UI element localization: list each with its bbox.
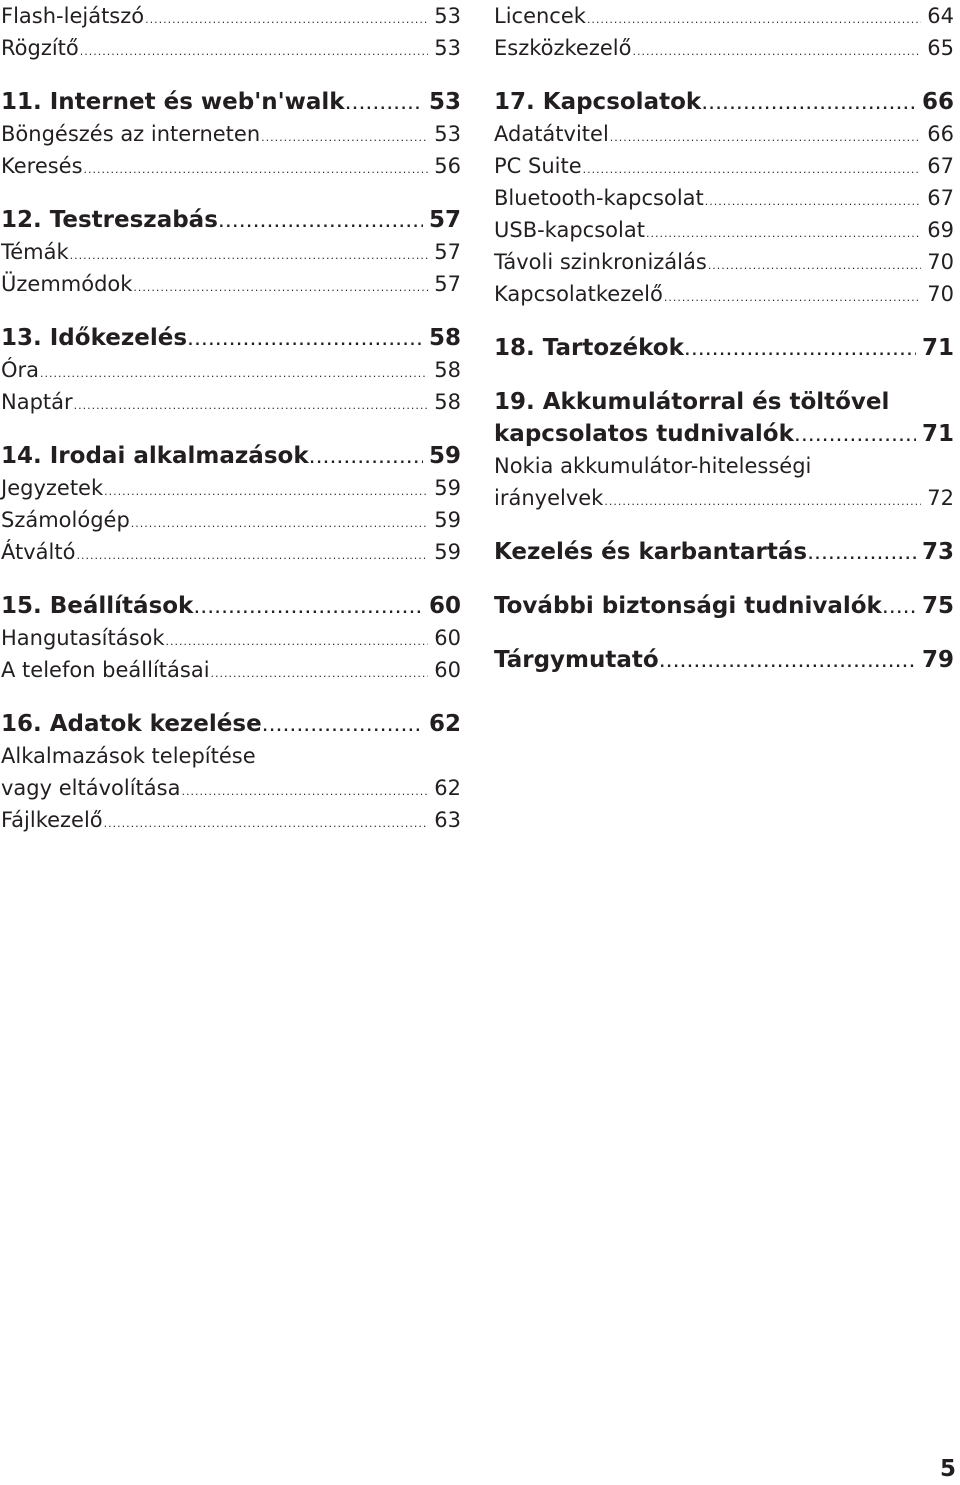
toc-chapter-label: kapcsolatos tudnivalók [494,421,794,447]
toc-chapter-kezeles[interactable] [494,536,954,568]
toc-entry-label: A telefon beállításai [1,658,210,682]
toc-entry-page: 65 [927,36,954,60]
dot-leader [76,540,428,572]
toc-entry-label: Flash-lejátszó [1,4,145,28]
toc-entry-page: 59 [434,508,461,532]
toc-entry-label: irányelvek [494,486,604,510]
dot-leader [84,154,429,186]
toc-entry-page: 60 [434,626,461,650]
dot-leader [587,4,921,36]
toc-chapter-16[interactable] [1,708,461,740]
toc-entry-alkalmazasok[interactable] [1,772,461,804]
dot-leader [181,776,428,808]
toc-entry-page: 72 [927,486,954,510]
toc-chapter-label: Tárgymutató [494,647,659,673]
toc-entry-page: 53 [434,4,461,28]
toc-chapter-label: Kezelés és karbantartás [494,539,808,565]
toc-entry-uzemmodok[interactable] [1,268,461,300]
toc-entry-eszkozkezelo[interactable] [494,32,954,64]
page-number: 5 [939,1456,956,1482]
toc-entry-label: Átváltó [1,540,76,564]
dot-leader [194,594,423,626]
toc-chapter-17[interactable] [494,86,954,118]
toc-entry-nokia-line1[interactable]: Nokia akkumulátor-hitelességi [494,454,812,478]
toc-entry-licencek[interactable] [494,0,954,32]
dot-leader [610,122,921,154]
toc-entry-label: Adatátvitel [494,122,609,146]
toc-entry-tavoli-szinkronizalas[interactable] [494,246,954,278]
toc-chapter-page: 58 [428,325,461,351]
dot-leader [795,422,916,454]
toc-chapter-label: 14. Irodai alkalmazások [1,443,309,469]
toc-entry-page: 67 [927,186,954,210]
toc-entry-page: 69 [927,218,954,242]
dot-leader [133,272,428,304]
toc-entry-page: 57 [434,240,461,264]
toc-chapter-15[interactable] [1,590,461,622]
dot-leader [261,122,428,154]
dot-leader [104,808,429,840]
dot-leader [131,508,428,540]
toc-entry-jegyzetek[interactable] [1,472,461,504]
toc-entry-page: 59 [434,476,461,500]
toc-entry-szamologep[interactable] [1,504,461,536]
toc-entry-page: 58 [434,390,461,414]
toc-entry-naptar[interactable] [1,386,461,418]
toc-chapter-label: 11. Internet és web'n'walk [1,89,345,115]
toc-entry-label: PC Suite [494,154,582,178]
toc-entry-label: Fájlkezelő [1,808,103,832]
dot-leader [104,476,428,508]
toc-entry-label: Böngészés az interneten [1,122,261,146]
toc-entry-label: Rögzítő [1,36,79,60]
toc-entry-label: Keresés [1,154,83,178]
toc-entry-hangutasitasok[interactable] [1,622,461,654]
toc-entry-nokia-iranyelvek[interactable] [494,482,954,514]
dot-leader [263,712,423,744]
toc-entry-label: Kapcsolatkezelő [494,282,663,306]
toc-entry-label: Számológép [1,508,130,532]
toc-entry-page: 53 [434,122,461,146]
toc-entry-telefon-beallitasai[interactable] [1,654,461,686]
toc-entry-kereses[interactable] [1,150,461,182]
toc-entry-label: Témák [1,240,69,264]
dot-leader [80,36,429,68]
toc-entry-atvalto[interactable] [1,536,461,568]
dot-leader [74,390,429,422]
toc-chapter-19-line1[interactable]: 19. Akkumulátorral és töltővel [494,389,890,415]
toc-chapter-page: 71 [921,335,954,361]
toc-chapter-label: 16. Adatok kezelése [1,711,262,737]
toc-entry-page: 67 [927,154,954,178]
toc-entry-page: 64 [927,4,954,28]
toc-entry-page: 57 [434,272,461,296]
toc-chapter-11[interactable] [1,86,461,118]
toc-chapter-12[interactable] [1,204,461,236]
toc-chapter-page: 60 [428,593,461,619]
toc-entry-label: vagy eltávolítása [1,776,181,800]
toc-chapter-targymutato[interactable] [494,644,954,676]
toc-entry-label: Óra [1,358,40,382]
toc-chapter-page: 59 [428,443,461,469]
toc-chapter-page: 53 [428,89,461,115]
toc-chapter-13[interactable] [1,322,461,354]
toc-chapter-14[interactable] [1,440,461,472]
toc-entry-fajlkezelo[interactable] [1,804,461,836]
toc-chapter-page: 79 [921,647,954,673]
toc-chapter-label: 15. Beállítások [1,593,194,619]
toc-entry-label: Hangutasítások [1,626,165,650]
toc-chapter-label: További biztonsági tudnivalók [494,593,882,619]
toc-right-column [494,0,954,676]
toc-entry-rogzito[interactable] [1,32,461,64]
toc-entry-page: 70 [927,250,954,274]
dot-leader [632,36,921,68]
toc-chapter-tovabbi[interactable] [494,590,954,622]
dot-leader [685,336,916,368]
dot-leader [211,658,429,690]
toc-chapter-page: 75 [921,593,954,619]
dot-leader [145,4,428,36]
dot-leader [188,326,423,358]
dot-leader [708,250,921,282]
toc-entry-page: 66 [927,122,954,146]
toc-entry-page: 62 [434,776,461,800]
toc-entry-page: 60 [434,658,461,682]
toc-entry-page: 63 [434,808,461,832]
toc-entry-kapcsolatkezelo[interactable] [494,278,954,310]
toc-entry-flash-lejatszo[interactable] [1,0,461,32]
toc-chapter-page: 71 [921,421,954,447]
toc-chapter-page: 66 [921,89,954,115]
toc-entry-page: 53 [434,36,461,60]
dot-leader [702,90,916,122]
dot-leader [883,594,916,626]
toc-chapter-page: 73 [921,539,954,565]
dot-leader [705,186,921,218]
toc-entry-alkalmazasok-line1[interactable]: Alkalmazások telepítése [1,744,256,768]
toc-entry-temak[interactable] [1,236,461,268]
dot-leader [219,208,423,240]
toc-entry-usb[interactable] [494,214,954,246]
dot-leader [660,648,916,680]
toc-entry-label: Üzemmódok [1,272,133,296]
toc-entry-bongeszes[interactable] [1,118,461,150]
toc-entry-ora[interactable] [1,354,461,386]
dot-leader [604,486,921,518]
toc-chapter-label: 18. Tartozékok [494,335,684,361]
toc-entry-page: 58 [434,358,461,382]
toc-chapter-page: 62 [428,711,461,737]
dot-leader [40,358,428,390]
toc-entry-label: Eszközkezelő [494,36,632,60]
toc-entry-label: Jegyzetek [1,476,104,500]
toc-left-column [1,0,461,836]
toc-chapter-page: 57 [428,207,461,233]
toc-entry-label: USB-kapcsolat [494,218,645,242]
dot-leader [808,540,916,572]
toc-entry-adatatvitel[interactable] [494,118,954,150]
toc-chapter-label: 13. Időkezelés [1,325,188,351]
toc-entry-page: 59 [434,540,461,564]
toc-chapter-label: 17. Kapcsolatok [494,89,702,115]
dot-leader [346,90,423,122]
toc-entry-page: 70 [927,282,954,306]
toc-entry-page: 56 [434,154,461,178]
dot-leader [664,282,921,314]
toc-entry-pc-suite[interactable] [494,150,954,182]
toc-entry-label: Bluetooth-kapcsolat [494,186,704,210]
toc-entry-label: Naptár [1,390,73,414]
toc-chapter-18[interactable] [494,332,954,364]
toc-entry-label: Licencek [494,4,586,28]
toc-entry-label: Távoli szinkronizálás [494,250,707,274]
toc-chapter-label: 12. Testreszabás [1,207,218,233]
toc-chapter-19[interactable] [494,418,954,450]
dot-leader [310,444,423,476]
toc-entry-bluetooth[interactable] [494,182,954,214]
